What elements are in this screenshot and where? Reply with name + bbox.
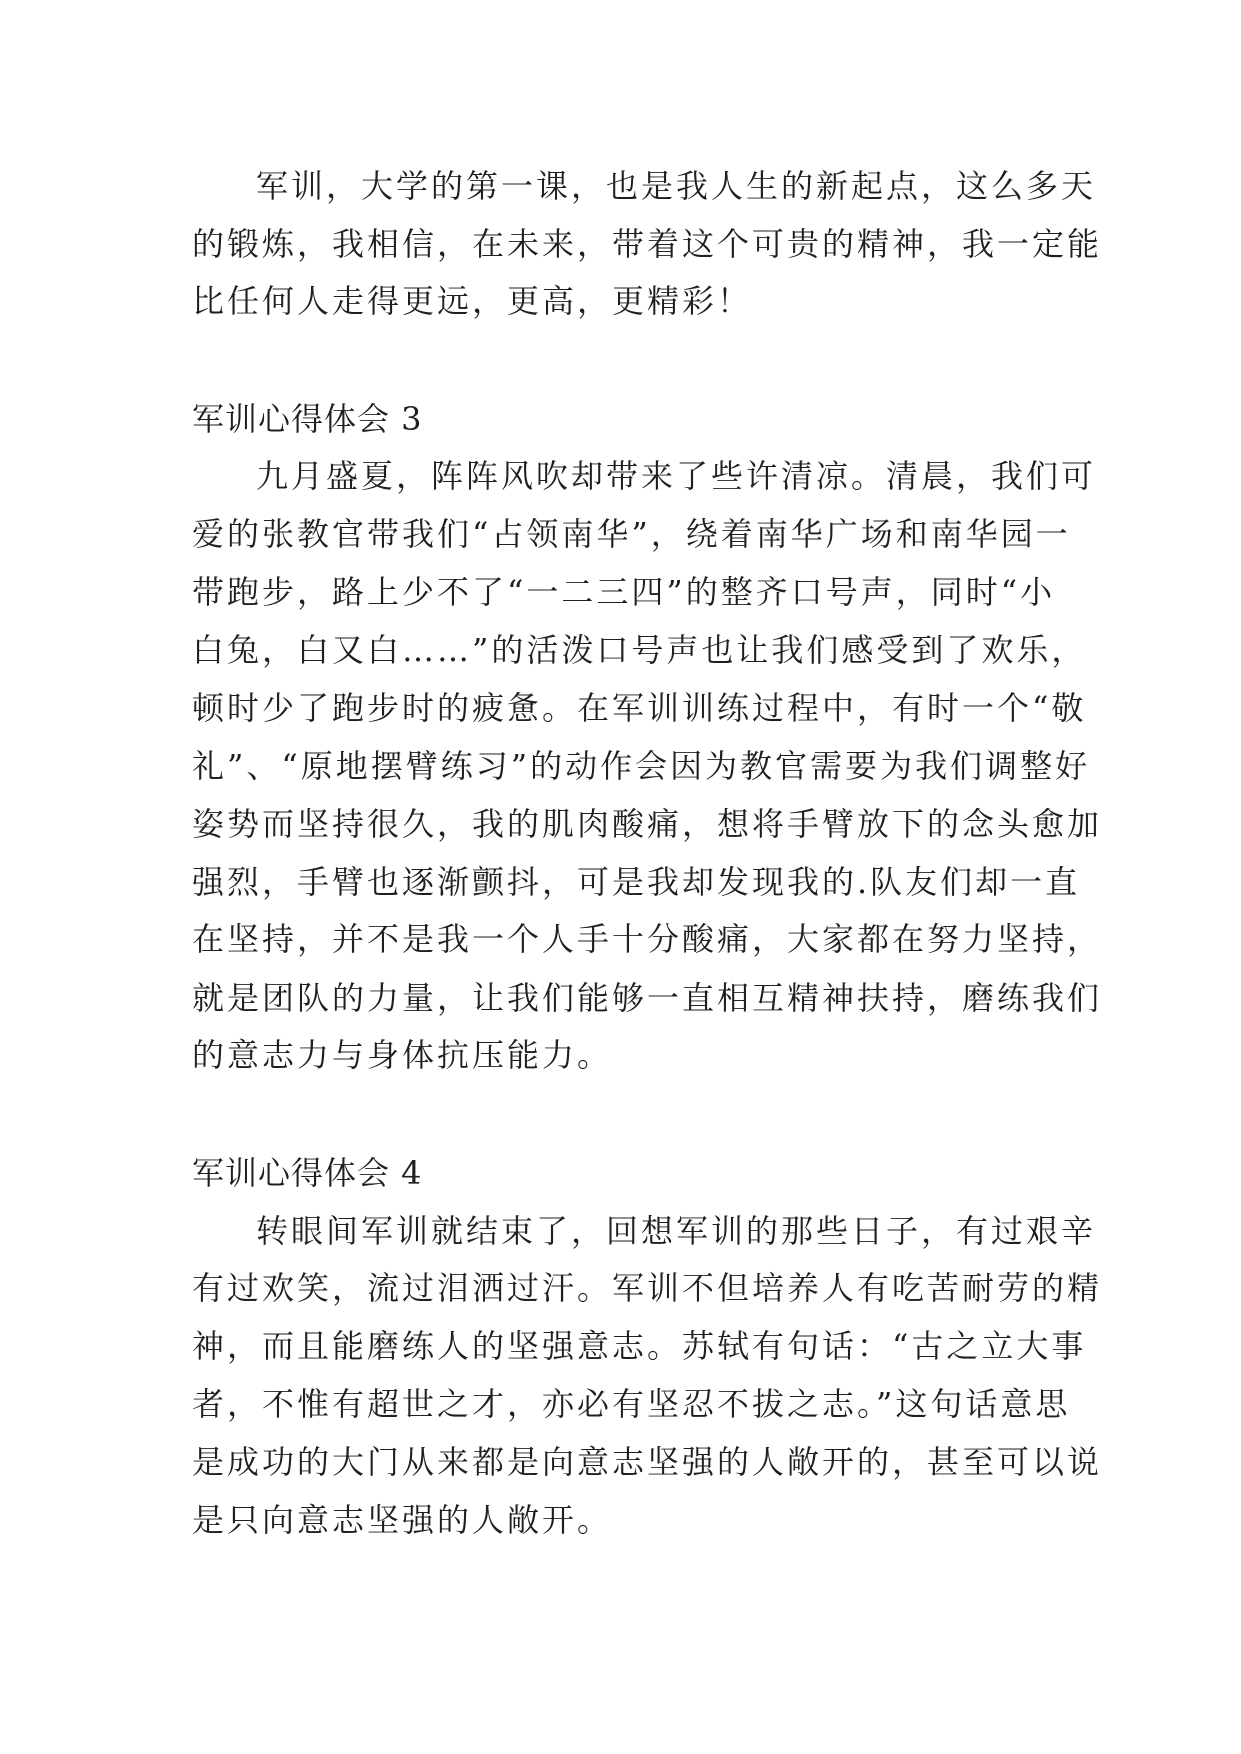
- paragraph-line: 神，而且能磨练人的坚强意志。苏轼有句话：“古之立大事: [192, 1327, 1087, 1365]
- paragraph-line: 就是团队的力量，让我们能够一直相互精神扶持，磨练我们: [192, 979, 1103, 1017]
- paragraph-line: 在坚持，并不是我一个人手十分酸痛，大家都在努力坚持，: [192, 920, 1103, 958]
- paragraph-line: 的锻炼，我相信，在未来，带着这个可贵的精神，我一定能: [192, 225, 1103, 263]
- paragraph-line: 爱的张教官带我们“占领南华”，绕着南华广场和南华园一: [192, 515, 1071, 553]
- paragraph-line: 是成功的大门从来都是向意志坚强的人敞开的，甚至可以说: [192, 1443, 1103, 1481]
- paragraph-line: 军训，大学的第一课，也是我人生的新起点，这么多天: [256, 167, 1097, 205]
- paragraph-line: 白兔，白又白……”的活泼口号声也让我们感受到了欢乐，: [192, 631, 1087, 669]
- paragraph-line: 的意志力与身体抗压能力。: [192, 1036, 613, 1074]
- paragraph-line: 九月盛夏，阵阵风吹却带来了些许清凉。清晨，我们可: [256, 457, 1097, 495]
- section-heading: 军训心得体会 3: [192, 400, 423, 438]
- paragraph-line: 礼”、“原地摆臂练习”的动作会因为教官需要为我们调整好: [192, 747, 1091, 785]
- paragraph-line: 者，不惟有超世之才，亦必有坚忍不拔之志。”这句话意思: [192, 1385, 1071, 1423]
- paragraph-line: 带跑步，路上少不了“一二三四”的整齐口号声，同时“小: [192, 573, 1056, 611]
- section-heading: 军训心得体会 4: [192, 1154, 423, 1192]
- paragraph-line: 是只向意志坚强的人敞开。: [192, 1501, 613, 1539]
- paragraph-line: 比任何人走得更远，更高，更精彩！: [192, 282, 753, 320]
- paragraph-line: 转眼间军训就结束了，回想军训的那些日子，有过艰辛: [256, 1212, 1097, 1250]
- paragraph-line: 顿时少了跑步时的疲惫。在军训训练过程中，有时一个“敬: [192, 689, 1087, 727]
- paragraph-line: 姿势而坚持很久，我的肌肉酸痛，想将手臂放下的念头愈加: [192, 805, 1103, 843]
- paragraph-line: 有过欢笑，流过泪洒过汗。军训不但培养人有吃苦耐劳的精: [192, 1269, 1103, 1307]
- paragraph-line: 强烈，手臂也逐渐颤抖，可是我却发现我的.队友们却一直: [192, 863, 1081, 901]
